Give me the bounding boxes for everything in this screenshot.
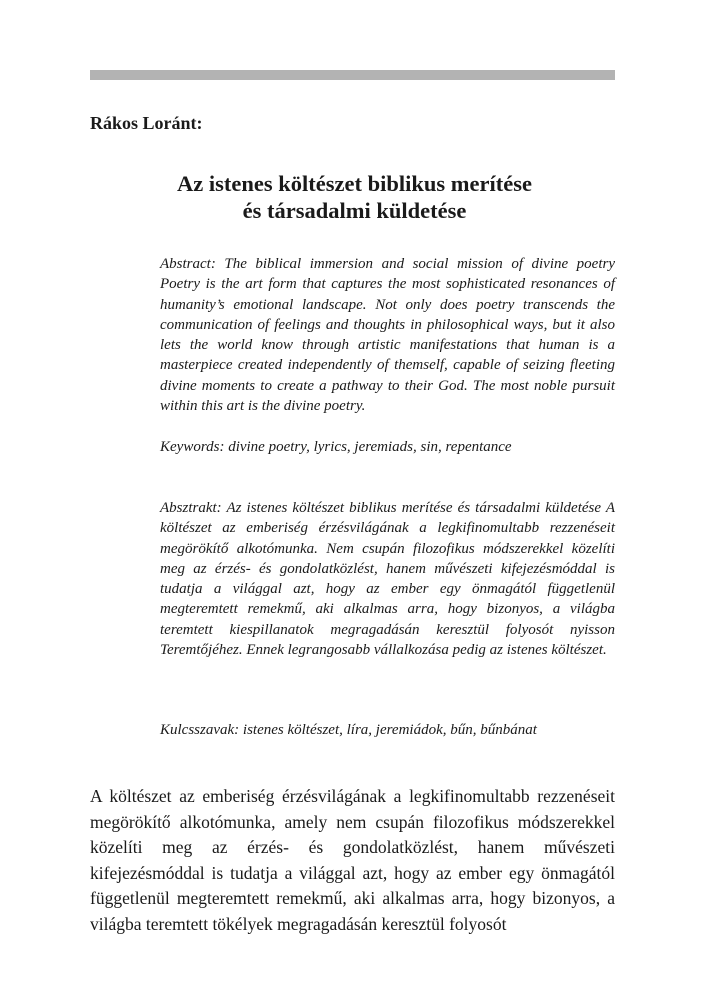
body-paragraph bbox=[90, 784, 615, 938]
keywords-english bbox=[160, 437, 615, 457]
title-line-1: Az istenes költészet biblikus merítése bbox=[177, 171, 532, 196]
abstract-hungarian-text: Absztrakt: Az istenes költészet biblikus merítése és társadalmi küldetése A költészet az emberiség érzésvilágának a legkifinomultabb rezzenéseit megörökítő alkotómunka. Nem csupán filozofikus módszerekkel közelíti meg az érzés- és gondolatközlést, hanem művészeti kifejezésmóddal is tudatja a világgal azt, hogy az ember egy önmagától függetlenül megteremtett remekmű, aki alkalmas arra, hogy bizonyos, a világba teremtett kiespillanatok megragadásán keresztül folyosót nyisson Teremtőjéhez. Ennek legrangosabb vállalkozása pedig az istenes költészet. bbox=[160, 500, 615, 659]
abstract-english bbox=[160, 254, 615, 416]
body-paragraph-text: A költészet az emberiség érzésvilágának a legkifinomultabb rezzenéseit megörökítő alkotómunka, amely nem csupán filozofikus módszerekkel közelíti meg az érzés- és gondolatközlést, hanem művészeti kifejezésmóddal is tudatja a világgal azt, hogy az ember egy önmagától függetlenül megteremtett remekmű, aki alkalmas arra, hogy bizonyos, a világba teremtett tökélyek megragadásán keresztül folyosót bbox=[90, 786, 615, 934]
keywords-hungarian bbox=[160, 720, 615, 740]
header-rule bbox=[90, 70, 615, 80]
title-line-2: és társadalmi küldetése bbox=[242, 198, 467, 223]
keywords-english-text: Keywords: divine poetry, lyrics, jeremiads, sin, repentance bbox=[160, 439, 512, 455]
article-title bbox=[90, 170, 615, 224]
author-name: Rákos Loránt: bbox=[90, 113, 203, 133]
keywords-hungarian-text: Kulcsszavak: istenes költészet, líra, jeremiádok, bűn, bűnbánat bbox=[160, 722, 537, 738]
abstract-hungarian bbox=[160, 498, 615, 660]
abstract-english-text: Abstract: The biblical immersion and social mission of divine poetry Poetry is the art form that captures the most sophisticated resonances of humanity’s emotional landscape. Not only does poetry transcends the communication of feelings and thoughts in philosophical ways, but it also lets the world know through artistic manifestations that human is a masterpiece created independently of themself, capable of seizing fleeting divine moments to create a pathway to their God. The most noble pursuit within this art is the divine poetry. bbox=[160, 256, 615, 415]
